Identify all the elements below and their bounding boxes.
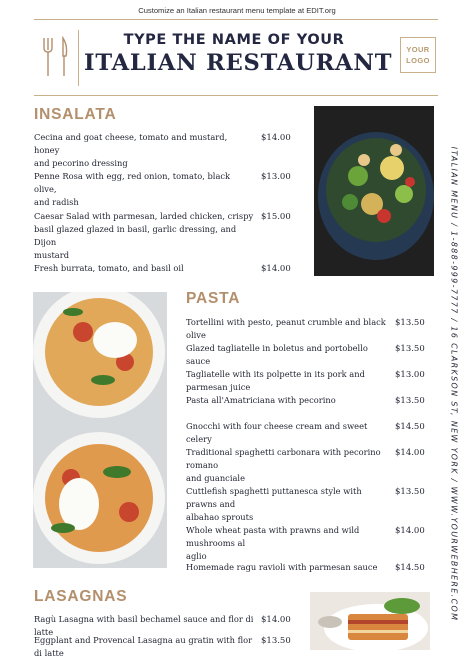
menu-item-price: $14.00 [395, 448, 425, 458]
menu-item: Glazed tagliatelle in boletus and portobello sauce [186, 343, 368, 366]
section-title-lasagnas: LASAGNAS [34, 588, 128, 605]
section-title-pasta: PASTA [186, 290, 241, 307]
menu-item: Tagliatelle with its polpette in its pork and parmesan juice [186, 369, 365, 392]
menu-item: Cecina and goat cheese, tomato and mustard, honey and pecorino dressing [34, 132, 228, 168]
fork-knife-icon [40, 36, 70, 78]
menu-item: Pasta all'Amatriciana with pecorino [186, 395, 336, 405]
top-note[interactable]: Customize an Italian restaurant menu template at EDIT.org [138, 6, 336, 15]
logo-text-1: YOUR [406, 45, 430, 54]
menu-item: Cuttlefish spaghetti puttanesca style with prawns and albahao sprouts [186, 486, 362, 522]
menu-item-price: $13.50 [395, 344, 425, 354]
menu-item: Gnocchi with four cheese cream and sweet celery [186, 421, 368, 444]
contact-side-text: ITALIAN MENU / 1-888-999-7777 / 16 CLARKSON ST, NEW YORK / WWW.YOURWEBHERE.COM [449, 146, 459, 622]
menu-item: Eggplant and Provencal Lasagna au gratin with flor di latte [34, 635, 253, 658]
menu-item-price: $15.00 [261, 212, 291, 222]
header-banner [34, 19, 438, 96]
lasagna-photo [310, 592, 430, 650]
menu-item: Caesar Salad with parmesan, larded chicken, crispy basil glazed glazed in basil, garlic dressing, and Dijon mustard [34, 211, 254, 260]
menu-item-price: $14.00 [261, 264, 291, 274]
header-divider [78, 30, 79, 86]
menu-item-price: $13.50 [395, 396, 425, 406]
menu-item-price: $14.00 [261, 133, 291, 143]
menu-item: Penne Rosa with egg, red onion, tomato, black olive, and radish [34, 171, 231, 207]
menu-item: Fresh burrata, tomato, and basil oil [34, 263, 184, 273]
menu-item-price: $13.00 [261, 172, 291, 182]
salad-photo [314, 106, 434, 276]
logo-placeholder [400, 37, 436, 73]
logo-text-2: LOGO [406, 56, 430, 65]
menu-item: Whole wheat pasta with prawns and wild mushrooms al aglio [186, 525, 360, 561]
menu-item: Traditional spaghetti carbonara with pecorino romano and guanciale [186, 447, 381, 483]
menu-item: Ragù Lasagna with basil bechamel sauce and flor di latte [34, 614, 254, 637]
menu-item-price: $14.00 [395, 526, 425, 536]
menu-item-price: $13.50 [261, 636, 291, 646]
menu-item-price: $13.50 [395, 487, 425, 497]
header-subtitle: TYPE THE NAME OF YOUR [123, 32, 345, 48]
restaurant-name: ITALIAN RESTAURANT [84, 50, 393, 76]
pasta-photo [33, 292, 167, 568]
menu-item-price: $13.50 [395, 318, 425, 328]
menu-item-price: $14.00 [261, 615, 291, 625]
menu-item: Tortellini with pesto, peanut crumble and black olive [186, 317, 386, 340]
menu-item-price: $14.50 [395, 563, 425, 573]
section-title-insalata: INSALATA [34, 106, 117, 123]
menu-item-price: $14.50 [395, 422, 425, 432]
menu-item-price: $13.00 [395, 370, 425, 380]
menu-item: Homemade ragu ravioli with parmesan sauce [186, 562, 378, 572]
